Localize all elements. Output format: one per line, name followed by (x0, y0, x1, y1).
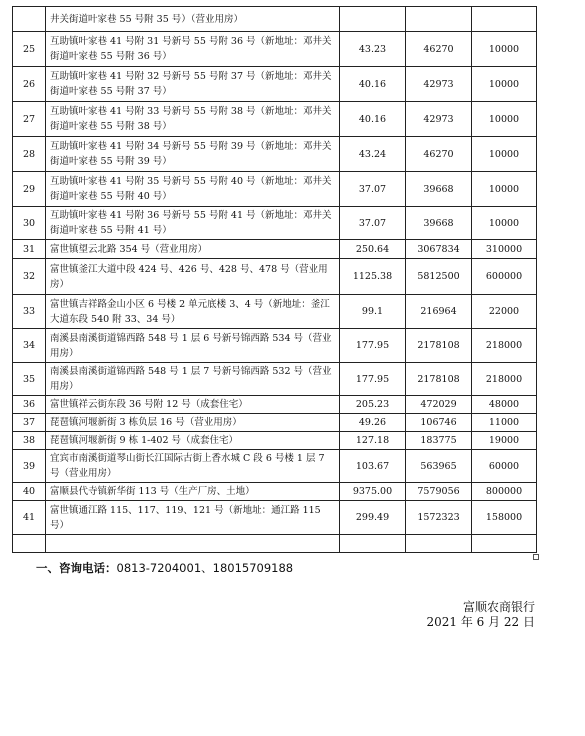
row-area (340, 535, 406, 553)
row-area: 205.23 (340, 396, 406, 414)
row-area: 177.95 (340, 363, 406, 396)
contact-line (36, 560, 293, 576)
row-deposit: 10000 (472, 67, 537, 102)
row-price: 563965 (406, 450, 472, 483)
row-deposit: 600000 (472, 259, 537, 295)
row-address: 互助镇叶家巷 41 号附 35 号新号 55 号附 40 号（新地址：邓井关街道叶家巷 55 号附 40 号） (46, 172, 340, 207)
row-area: 40.16 (340, 67, 406, 102)
table-row (13, 259, 537, 295)
row-price: 3067834 (406, 240, 472, 259)
row-price (406, 535, 472, 553)
row-number: 37 (13, 414, 46, 432)
row-area: 127.18 (340, 432, 406, 450)
row-area (340, 7, 406, 32)
row-area: 177.95 (340, 329, 406, 363)
row-address: 井关街道叶家巷 55 号附 35 号）（营业用房） (46, 7, 340, 32)
table-row (13, 207, 537, 240)
row-address: 南溪县南溪街道锦西路 548 号 1 层 6 号新号锦西路 534 号（营业用房） (46, 329, 340, 363)
row-area: 103.67 (340, 450, 406, 483)
row-number: 26 (13, 67, 46, 102)
row-deposit: 10000 (472, 207, 537, 240)
row-price: 2178108 (406, 363, 472, 396)
table-row (13, 137, 537, 172)
table-row (13, 432, 537, 450)
row-number: 35 (13, 363, 46, 396)
table-row (13, 535, 537, 553)
row-address: 富世镇祥云街东段 36 号附 12 号（成套住宅） (46, 396, 340, 414)
row-number: 40 (13, 483, 46, 501)
row-price: 1572323 (406, 501, 472, 535)
row-deposit: 10000 (472, 102, 537, 137)
row-deposit: 10000 (472, 32, 537, 67)
contact-phones: 0813-7204001、18015709188 (116, 561, 294, 575)
row-number (13, 7, 46, 32)
row-number: 38 (13, 432, 46, 450)
row-deposit (472, 535, 537, 553)
row-address: 富世镇吉祥路金山小区 6 号楼 2 单元底楼 3、4 号（新地址：釜江大道东段 540 附 33、34 号） (46, 295, 340, 329)
row-area: 37.07 (340, 172, 406, 207)
row-number: 33 (13, 295, 46, 329)
row-number: 32 (13, 259, 46, 295)
row-number: 29 (13, 172, 46, 207)
row-number: 39 (13, 450, 46, 483)
row-number: 28 (13, 137, 46, 172)
row-price: 46270 (406, 32, 472, 67)
table-row (13, 67, 537, 102)
row-address: 富世镇通江路 115、117、119、121 号（新地址：通江路 115 号） (46, 501, 340, 535)
row-deposit: 310000 (472, 240, 537, 259)
document-date: 2021 年 6 月 22 日 (426, 615, 535, 629)
row-area: 43.23 (340, 32, 406, 67)
row-address: 南溪县南溪街道锦西路 548 号 1 层 7 号新号锦西路 532 号（营业用房） (46, 363, 340, 396)
row-area: 49.26 (340, 414, 406, 432)
row-number: 27 (13, 102, 46, 137)
table-row (13, 483, 537, 501)
row-number: 41 (13, 501, 46, 535)
row-price: 7579056 (406, 483, 472, 501)
row-area: 40.16 (340, 102, 406, 137)
row-price (406, 7, 472, 32)
row-price: 5812500 (406, 259, 472, 295)
row-area: 9375.00 (340, 483, 406, 501)
row-price: 2178108 (406, 329, 472, 363)
row-address: 互助镇叶家巷 41 号附 32 号新号 55 号附 37 号（新地址：邓井关街道叶家巷 55 号附 37 号） (46, 67, 340, 102)
row-deposit: 10000 (472, 137, 537, 172)
row-deposit: 218000 (472, 363, 537, 396)
row-number: 25 (13, 32, 46, 67)
row-area: 99.1 (340, 295, 406, 329)
table-row (13, 32, 537, 67)
table-row (13, 363, 537, 396)
row-address: 互助镇叶家巷 41 号附 34 号新号 55 号附 39 号（新地址：邓井关街道叶家巷 55 号附 39 号） (46, 137, 340, 172)
row-number: 34 (13, 329, 46, 363)
row-price: 42973 (406, 102, 472, 137)
row-deposit: 11000 (472, 414, 537, 432)
row-price: 183775 (406, 432, 472, 450)
row-price: 42973 (406, 67, 472, 102)
row-price: 46270 (406, 137, 472, 172)
row-address: 富世镇釜江大道中段 424 号、426 号、428 号、478 号（营业用房） (46, 259, 340, 295)
table-row (13, 7, 537, 32)
row-deposit: 60000 (472, 450, 537, 483)
bank-name: 富顺农商银行 (462, 600, 535, 614)
table-row (13, 329, 537, 363)
table-corner-marker (533, 554, 539, 560)
row-address: 互助镇叶家巷 41 号附 33 号新号 55 号附 38 号（新地址：邓井关街道叶家巷 55 号附 38 号） (46, 102, 340, 137)
table-row (13, 295, 537, 329)
row-area: 43.24 (340, 137, 406, 172)
row-deposit: 19000 (472, 432, 537, 450)
row-deposit (472, 7, 537, 32)
row-price: 39668 (406, 172, 472, 207)
table-row (13, 450, 537, 483)
row-deposit: 10000 (472, 172, 537, 207)
row-address: 琵琶镇河堰新街 9 栋 1-402 号（成套住宅） (46, 432, 340, 450)
table-row (13, 501, 537, 535)
row-area: 1125.38 (340, 259, 406, 295)
row-number: 31 (13, 240, 46, 259)
row-area: 37.07 (340, 207, 406, 240)
row-number: 30 (13, 207, 46, 240)
row-address: 宜宾市南溪街道琴山街长江国际古街上香水城 C 段 6 号楼 1 层 7 号（营业用房） (46, 450, 340, 483)
row-price: 472029 (406, 396, 472, 414)
row-deposit: 218000 (472, 329, 537, 363)
row-price: 106746 (406, 414, 472, 432)
table-row (13, 102, 537, 137)
row-deposit: 158000 (472, 501, 537, 535)
row-deposit: 800000 (472, 483, 537, 501)
row-address: 富世镇望云北路 354 号（营业用房） (46, 240, 340, 259)
row-address: 富顺县代寺镇新华街 113 号（生产厂房、土地） (46, 483, 340, 501)
row-address: 互助镇叶家巷 41 号附 36 号新号 55 号附 41 号（新地址：邓井关街道叶家巷 55 号附 41 号） (46, 207, 340, 240)
table-row (13, 240, 537, 259)
contact-label: 一、咨询电话： (36, 561, 117, 575)
row-address: 琵琶镇河堰新街 3 栋负层 16 号（营业用房） (46, 414, 340, 432)
row-number (13, 535, 46, 553)
table-row (13, 172, 537, 207)
row-price: 39668 (406, 207, 472, 240)
row-number: 36 (13, 396, 46, 414)
row-area: 299.49 (340, 501, 406, 535)
row-price: 216964 (406, 295, 472, 329)
row-address (46, 535, 340, 553)
row-deposit: 48000 (472, 396, 537, 414)
row-deposit: 22000 (472, 295, 537, 329)
table-row (13, 396, 537, 414)
row-address: 互助镇叶家巷 41 号附 31 号新号 55 号附 36 号（新地址：邓井关街道叶家巷 55 号附 36 号） (46, 32, 340, 67)
table-row (13, 414, 537, 432)
row-area: 250.64 (340, 240, 406, 259)
property-table (12, 6, 537, 553)
